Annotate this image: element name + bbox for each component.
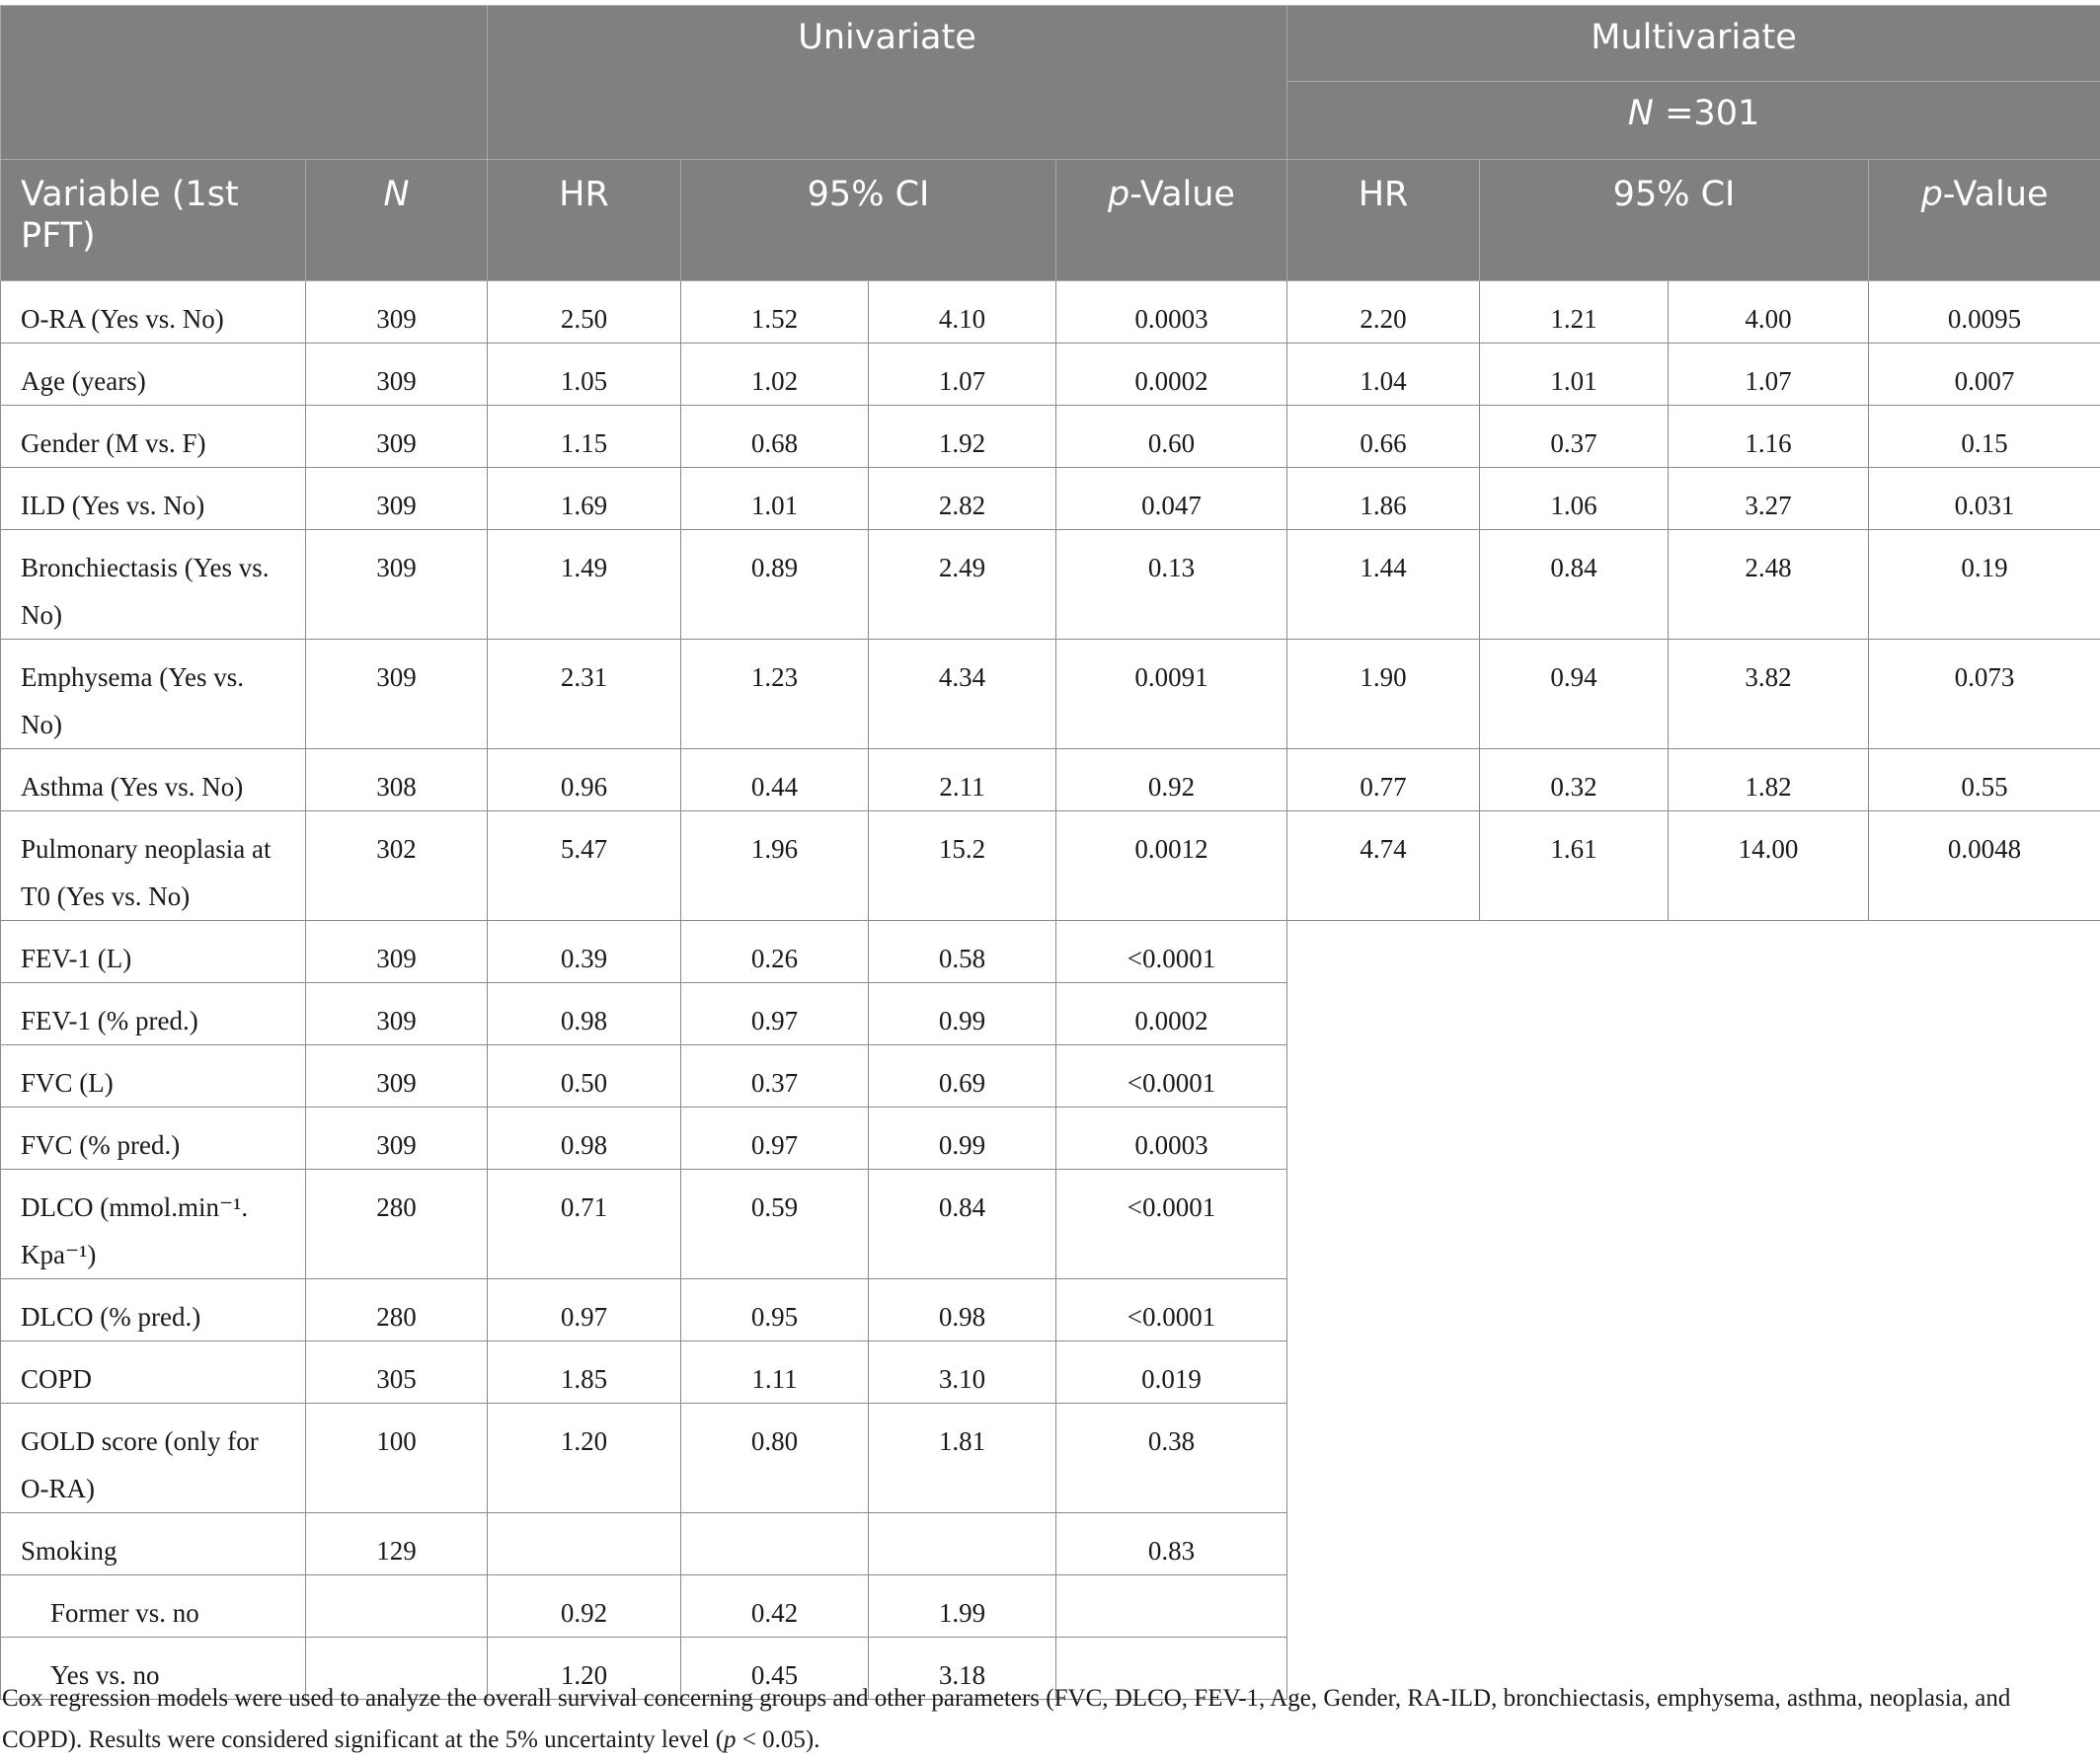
header-variable: Variable (1st PFT) [1,160,306,281]
header-multi-ci: 95% CI [1480,160,1869,281]
cell-hr: 0.71 [488,1170,681,1279]
cell-n: 309 [306,530,488,640]
cell-lo: 0.97 [681,1108,869,1170]
multivariate-empty-area [1287,921,2100,1700]
header-n: N [306,160,488,281]
cell-var: Yes vs. no [1,1638,306,1700]
cell-hi: 1.92 [869,406,1056,468]
cell-hr: 0.98 [488,983,681,1045]
cell-lo: 0.80 [681,1404,869,1513]
cell-lo [681,1513,869,1575]
cell-mlo: 1.21 [1480,281,1669,344]
cell-hi: 4.34 [869,640,1056,749]
cell-var: Age (years) [1,344,306,406]
cell-hr: 0.96 [488,749,681,811]
cell-n: 280 [306,1170,488,1279]
cell-lo: 0.68 [681,406,869,468]
cell-p: 0.0002 [1056,344,1287,406]
cell-hi: 0.58 [869,921,1056,983]
cell-p: 0.0003 [1056,281,1287,344]
cell-lo: 1.23 [681,640,869,749]
table-row [1,811,2100,921]
cell-mhi: 1.07 [1669,344,1869,406]
cell-hr: 0.50 [488,1045,681,1108]
cell-n [306,1575,488,1638]
cell-mhi: 14.00 [1669,811,1869,921]
table-row [1,468,2100,530]
cell-mhr: 1.86 [1287,468,1480,530]
cell-p: 0.38 [1056,1404,1287,1513]
cell-lo: 0.89 [681,530,869,640]
cell-mhi: 1.16 [1669,406,1869,468]
table-row [1,530,2100,640]
cell-mhi: 3.27 [1669,468,1869,530]
cell-n: 309 [306,921,488,983]
cell-hi: 0.69 [869,1045,1056,1108]
header-multi-p: p-Value [1869,160,2100,281]
cell-hr [488,1513,681,1575]
cell-var: COPD [1,1341,306,1404]
table-row [1,921,2100,983]
cell-mp: 0.15 [1869,406,2100,468]
cell-p: 0.0002 [1056,983,1287,1045]
cell-mhi: 2.48 [1669,530,1869,640]
cell-p: 0.019 [1056,1341,1287,1404]
table-row [1,281,2100,344]
cell-hr: 0.98 [488,1108,681,1170]
cell-p: 0.047 [1056,468,1287,530]
cell-p: 0.60 [1056,406,1287,468]
cell-hi: 15.2 [869,811,1056,921]
cell-lo: 0.59 [681,1170,869,1279]
cell-n: 305 [306,1341,488,1404]
cell-mlo: 0.94 [1480,640,1669,749]
cell-mlo: 1.06 [1480,468,1669,530]
cell-hi: 0.99 [869,1108,1056,1170]
cell-mp: 0.0048 [1869,811,2100,921]
cell-p: 0.92 [1056,749,1287,811]
cell-mhr: 1.90 [1287,640,1480,749]
cell-p: <0.0001 [1056,1279,1287,1341]
cell-mhr: 0.77 [1287,749,1480,811]
cell-mhr: 0.66 [1287,406,1480,468]
cell-mhr: 4.74 [1287,811,1480,921]
cell-p: <0.0001 [1056,921,1287,983]
cell-mlo: 0.32 [1480,749,1669,811]
cell-n: 100 [306,1404,488,1513]
table-row [1,749,2100,811]
cell-hr: 2.50 [488,281,681,344]
cell-mp: 0.073 [1869,640,2100,749]
cell-hi [869,1513,1056,1575]
table-row [1,344,2100,406]
cell-mp: 0.031 [1869,468,2100,530]
cell-lo: 0.37 [681,1045,869,1108]
cell-hi: 2.82 [869,468,1056,530]
cell-n: 309 [306,344,488,406]
cell-hi: 0.98 [869,1279,1056,1341]
cell-hr: 1.69 [488,468,681,530]
table-header [1,6,2100,281]
cell-p: 0.0091 [1056,640,1287,749]
cell-hi: 1.99 [869,1575,1056,1638]
cell-n: 309 [306,983,488,1045]
header-multivariate: Multivariate [1287,6,2100,82]
header-uni-hr: HR [488,160,681,281]
cell-mhi: 3.82 [1669,640,1869,749]
header-univariate: Univariate [488,6,1287,160]
cell-lo: 0.44 [681,749,869,811]
cell-n: 309 [306,281,488,344]
header-multi-hr: HR [1287,160,1480,281]
cell-n: 309 [306,640,488,749]
cell-hr: 2.31 [488,640,681,749]
cell-mhr: 2.20 [1287,281,1480,344]
cell-hr: 0.97 [488,1279,681,1341]
table-row [1,406,2100,468]
table-footnote: Cox regression models were used to analyze the overall survival concerning groups and other parameters (FVC, DLCO, FEV-1, Age, Gender, RA-ILD, bronchiectasis, emphysema, asthma, neoplasia, and COPD). Results were considered significant at the 5% uncertainty level (p < 0.05). [2,1678,2075,1761]
results-table-container [0,5,2100,1700]
cell-lo: 1.01 [681,468,869,530]
header-uni-ci: 95% CI [681,160,1056,281]
cell-lo: 0.95 [681,1279,869,1341]
cell-mp: 0.19 [1869,530,2100,640]
cell-var: O-RA (Yes vs. No) [1,281,306,344]
cell-mhr: 1.04 [1287,344,1480,406]
cell-p: 0.0003 [1056,1108,1287,1170]
cell-hi: 3.10 [869,1341,1056,1404]
cell-mhi: 1.82 [1669,749,1869,811]
cell-var: FVC (% pred.) [1,1108,306,1170]
cell-hr: 1.49 [488,530,681,640]
cell-var: Gender (M vs. F) [1,406,306,468]
cox-regression-table [0,5,2100,1700]
cell-p: 0.13 [1056,530,1287,640]
cell-var: Pulmonary neoplasia at T0 (Yes vs. No) [1,811,306,921]
cell-mlo: 0.37 [1480,406,1669,468]
cell-mlo: 0.84 [1480,530,1669,640]
cell-hr: 1.20 [488,1404,681,1513]
cell-hr: 1.15 [488,406,681,468]
cell-var: FEV-1 (L) [1,921,306,983]
cell-var: Emphysema (Yes vs. No) [1,640,306,749]
cell-hr: 1.20 [488,1638,681,1700]
cell-lo: 0.42 [681,1575,869,1638]
cell-hr: 1.85 [488,1341,681,1404]
cell-n: 308 [306,749,488,811]
cell-mhr: 1.44 [1287,530,1480,640]
cell-var: Bronchiectasis (Yes vs. No) [1,530,306,640]
cell-hi: 2.49 [869,530,1056,640]
cell-hr: 0.92 [488,1575,681,1638]
cell-var: Smoking [1,1513,306,1575]
cell-hi: 1.07 [869,344,1056,406]
cell-hi: 1.81 [869,1404,1056,1513]
table-body [1,281,2100,1700]
header-multivariate-n: N =301 [1287,82,2100,160]
cell-hi: 0.84 [869,1170,1056,1279]
cell-mp: 0.007 [1869,344,2100,406]
cell-n: 309 [306,406,488,468]
cell-var: DLCO (mmol.min⁻¹. Kpa⁻¹) [1,1170,306,1279]
cell-p [1056,1575,1287,1638]
cell-mlo: 1.61 [1480,811,1669,921]
cell-var: DLCO (% pred.) [1,1279,306,1341]
cell-p: <0.0001 [1056,1045,1287,1108]
cell-lo: 1.96 [681,811,869,921]
cell-n: 129 [306,1513,488,1575]
cell-var: Asthma (Yes vs. No) [1,749,306,811]
cell-n: 309 [306,468,488,530]
cell-n: 309 [306,1045,488,1108]
cell-p: <0.0001 [1056,1170,1287,1279]
cell-p: 0.0012 [1056,811,1287,921]
cell-hr: 0.39 [488,921,681,983]
cell-n: 280 [306,1279,488,1341]
cell-lo: 1.02 [681,344,869,406]
cell-hr: 1.05 [488,344,681,406]
cell-lo: 0.45 [681,1638,869,1700]
cell-n: 309 [306,1108,488,1170]
cell-var: GOLD score (only for O-RA) [1,1404,306,1513]
cell-var: FEV-1 (% pred.) [1,983,306,1045]
cell-var: Former vs. no [1,1575,306,1638]
header-empty-cell [1,6,488,160]
cell-mp: 0.55 [1869,749,2100,811]
cell-hr: 5.47 [488,811,681,921]
cell-hi: 0.99 [869,983,1056,1045]
cell-lo: 1.52 [681,281,869,344]
cell-n: 302 [306,811,488,921]
cell-hi: 2.11 [869,749,1056,811]
cell-lo: 0.26 [681,921,869,983]
cell-mhi: 4.00 [1669,281,1869,344]
cell-mp: 0.0095 [1869,281,2100,344]
cell-var: FVC (L) [1,1045,306,1108]
cell-p: 0.83 [1056,1513,1287,1575]
header-uni-p: p-Value [1056,160,1287,281]
table-row [1,640,2100,749]
cell-hi: 4.10 [869,281,1056,344]
cell-lo: 0.97 [681,983,869,1045]
cell-hi: 3.18 [869,1638,1056,1700]
cell-lo: 1.11 [681,1341,869,1404]
cell-var: ILD (Yes vs. No) [1,468,306,530]
cell-mlo: 1.01 [1480,344,1669,406]
